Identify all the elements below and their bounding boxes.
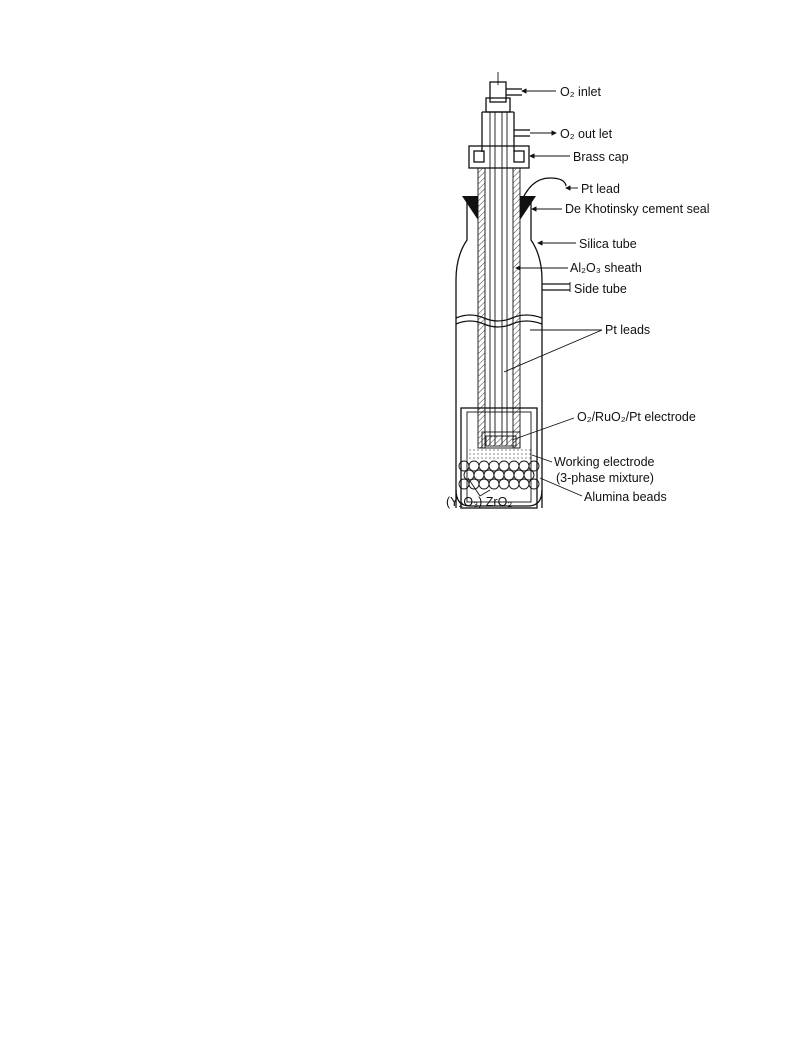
alumina-beads-shape: [459, 461, 539, 489]
reference-electrode-pellet: [486, 436, 516, 446]
label-three-phase-mixture: (3-phase mixture): [556, 471, 654, 485]
label-reference-electrode: O₂/RuO₂/Pt electrode: [577, 410, 696, 424]
label-zirconia: (Y₂O₃) ZrO₂: [446, 495, 513, 509]
label-pt-lead: Pt lead: [581, 182, 620, 196]
label-cement-seal: De Khotinsky cement seal: [565, 202, 710, 216]
label-o2-inlet: O₂ inlet: [560, 85, 601, 99]
label-pt-leads: Pt leads: [605, 323, 651, 337]
cement-seal-left: [462, 196, 478, 220]
label-alumina-beads: Alumina beads: [584, 490, 667, 504]
label-side-tube: Side tube: [574, 282, 627, 296]
sheath-wall-right: [513, 168, 520, 448]
label-working-electrode: Working electrode: [554, 455, 655, 469]
label-o2-outlet: O₂ out let: [560, 127, 613, 141]
label-brass-cap: Brass cap: [573, 150, 629, 164]
break-mark-lower: [456, 321, 542, 327]
sheath-wall-left: [478, 168, 485, 448]
label-silica-tube: Silica tube: [579, 237, 637, 251]
brass-cap-shape: [469, 146, 529, 168]
label-al2o3-sheath: Al₂O₃ sheath: [570, 261, 642, 275]
labels: [446, 85, 710, 509]
apparatus: [456, 72, 570, 508]
break-mark-upper: [456, 315, 542, 321]
working-electrode-mix: [467, 448, 531, 460]
